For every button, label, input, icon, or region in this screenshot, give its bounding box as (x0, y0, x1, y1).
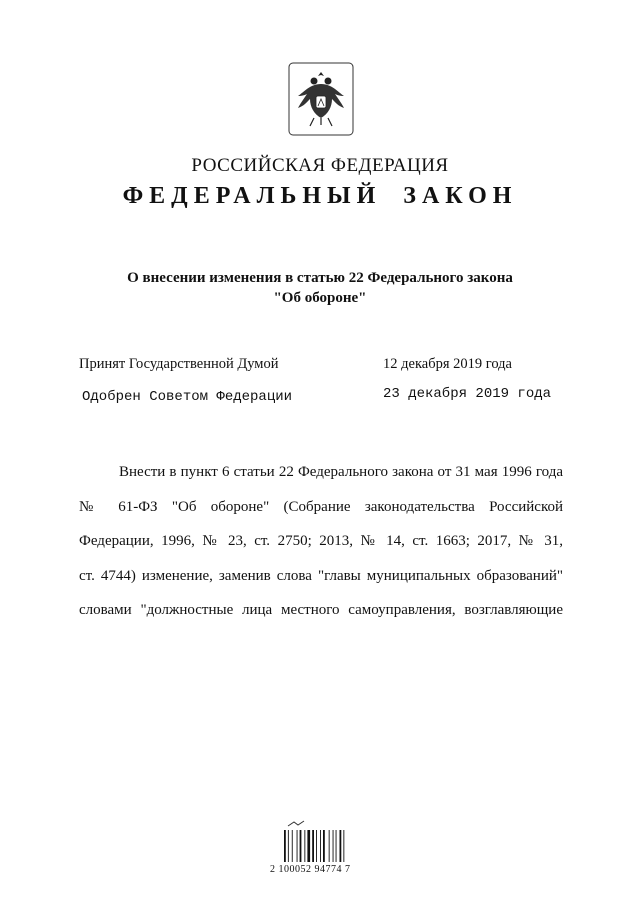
law-title-line-1: О внесении изменения в статью 22 Федерального закона (127, 270, 513, 286)
council-approval-date: 23 декабря 2019 года (383, 386, 552, 402)
body-line-4: ст. 4744) изменение, заменив слова "главы муниципальных образований" (79, 567, 563, 584)
barcode-bar (288, 830, 289, 862)
duma-adoption-date: 12 декабря 2019 года (383, 356, 512, 372)
body-line-1: Внести в пункт 6 статьи 22 Федерального закона от 31 мая 1996 года (119, 464, 563, 480)
barcode-bar (329, 830, 330, 862)
barcode-bar (343, 830, 344, 862)
barcode-bar (292, 830, 293, 862)
body-line-2: № 61-ФЗ "Об обороне" (Собрание законодательства Российской (79, 498, 563, 515)
coat-of-arms-emblem (288, 62, 354, 136)
law-title (0, 268, 640, 308)
barcode-bar (307, 830, 310, 862)
law-title-line-2: "Об обороне" (273, 290, 367, 306)
barcode-bar (316, 830, 317, 862)
law-type-word-federal: ФЕДЕРАЛЬНЫЙ (122, 183, 382, 209)
barcode-bar (300, 830, 302, 862)
barcode-bar (336, 830, 337, 862)
barcode-bar (323, 830, 325, 862)
council-approval-label: Одобрен Советом Федерации (82, 389, 293, 405)
barcode-number: 2 100052 94774 7 (270, 864, 351, 875)
barcode-bar (284, 830, 286, 862)
barcode-bar (320, 830, 321, 862)
duma-adoption-label: Принят Государственной Думой (79, 356, 279, 372)
barcode-bar (297, 830, 298, 862)
barcode-bars (284, 830, 344, 862)
law-body-paragraph (79, 455, 563, 628)
barcode-bar (304, 830, 305, 862)
barcode-bar (333, 830, 334, 862)
body-line-3: Федерации, 1996, № 23, ст. 2750; 2013, № 14, ст. 1663; 2017, № 31, (79, 533, 563, 549)
country-name: РОССИЙСКАЯ ФЕДЕРАЦИЯ (191, 155, 449, 176)
body-line-5: словами "должностные лица местного самоуправления, возглавляющие (79, 602, 563, 618)
barcode-bar (340, 830, 342, 862)
law-type-word-law: ЗАКОН (403, 183, 518, 209)
law-type-heading (0, 183, 640, 210)
barcode-bar (312, 830, 314, 862)
